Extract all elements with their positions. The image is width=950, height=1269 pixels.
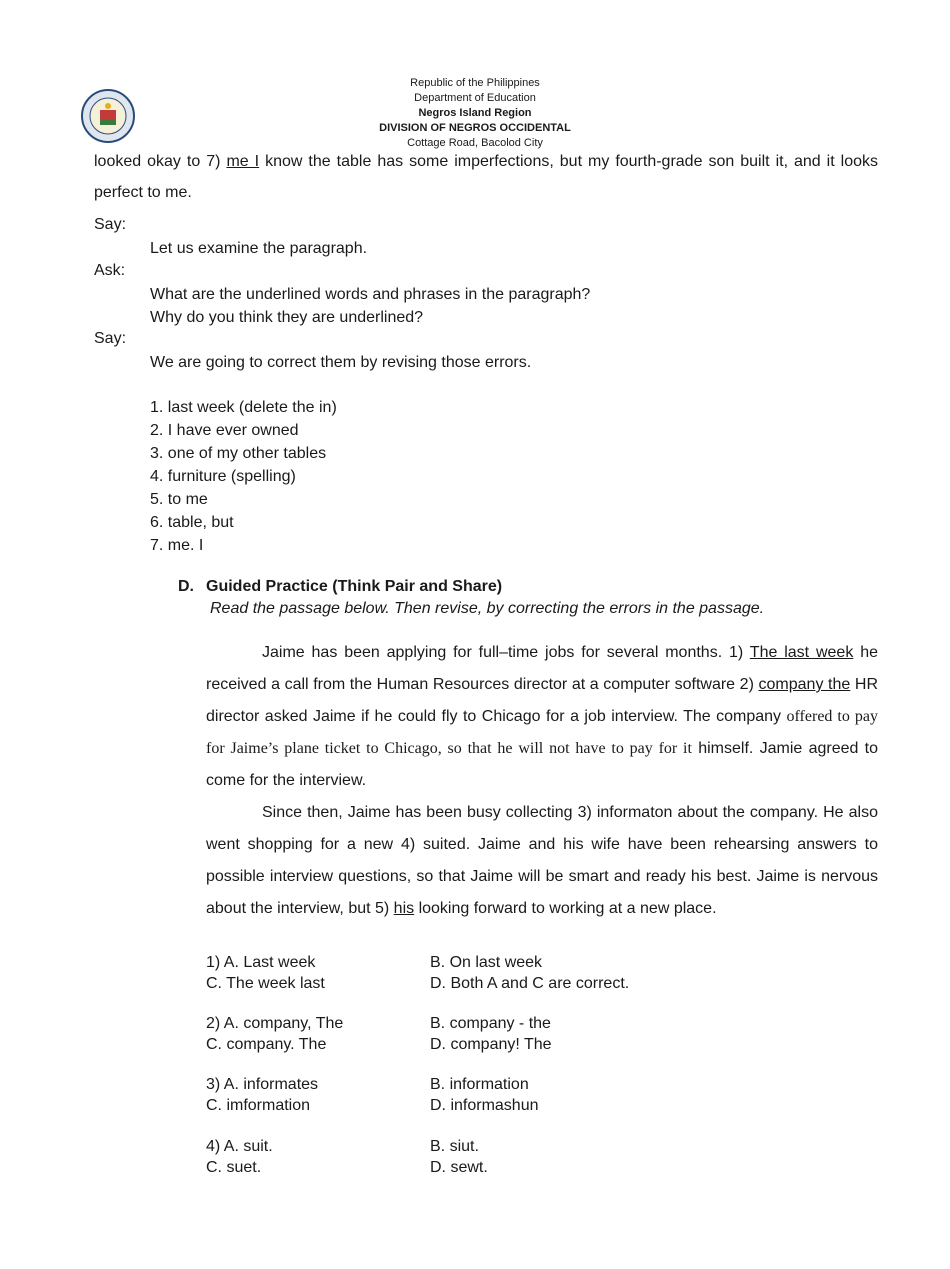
intro-text-pre: looked okay to 7) <box>94 153 227 170</box>
list-item: 2. I have ever owned <box>150 422 299 439</box>
list-item: 6. table, but <box>150 514 234 531</box>
section-letter: D. <box>178 578 194 595</box>
passage-text: Jaime has been applying for full–time jobs for several months. 1) <box>262 644 750 661</box>
passage-text-serif: offered to pay for Jaime’s plane ticket to Chicago, so that he will not have to pay for it <box>206 708 878 757</box>
section-heading <box>178 578 502 596</box>
intro-text-post: know the table has some imperfections, but my fourth-grade son built it, and it looks perfect to me. <box>94 153 879 201</box>
passage-paragraph-2 <box>206 797 878 925</box>
choice-b: B. company - the <box>430 1015 551 1032</box>
say-label-1: Say: <box>94 216 127 233</box>
list-item: 5. to me <box>150 491 208 508</box>
choice-c: C. The week last <box>206 975 325 992</box>
passage <box>206 637 878 925</box>
section-instruction: Read the passage below. Then revise, by correcting the errors in the passage. <box>210 600 765 617</box>
list-item: 1. last week (delete the in) <box>150 399 337 416</box>
header-address: Cottage Road, Bacolod City <box>407 137 543 149</box>
question-4-choices <box>206 1136 654 1178</box>
choice-b: B. siut. <box>430 1138 479 1155</box>
underlined-error-1: The last week <box>749 644 854 661</box>
ask-question-1: What are the underlined words and phrases in the paragraph? <box>150 286 591 303</box>
choice-b: B. On last week <box>430 954 543 971</box>
choice-d: D. Both A and C are correct. <box>430 975 630 992</box>
choice-d: D. company! The <box>430 1036 552 1053</box>
choice-a: 1) A. Last week <box>206 954 316 971</box>
choice-b: B. information <box>430 1076 529 1093</box>
section-title: Guided Practice (Think Pair and Share) <box>206 578 503 595</box>
underlined-error-2: company the <box>758 676 851 693</box>
header-division: DIVISION OF NEGROS OCCIDENTAL <box>379 122 571 134</box>
intro-paragraph <box>94 146 878 208</box>
choice-a: 4) A. suit. <box>206 1138 273 1155</box>
list-item: 3. one of my other tables <box>150 445 327 462</box>
choice-c: C. suet. <box>206 1159 262 1176</box>
choice-a: 2) A. company, The <box>206 1015 344 1032</box>
header-department: Department of Education <box>414 92 536 104</box>
header-region: Negros Island Region <box>418 107 532 119</box>
passage-paragraph-1 <box>206 637 878 797</box>
corrections-list <box>150 396 337 557</box>
header-republic: Republic of the Philippines <box>410 77 540 89</box>
choice-d: D. sewt. <box>430 1159 488 1176</box>
question-3-choices <box>206 1074 654 1116</box>
passage-text: himself. Jamie agreed to come for the interview. <box>206 740 879 789</box>
ask-label: Ask: <box>94 262 126 279</box>
say-text-1: Let us examine the paragraph. <box>150 240 368 257</box>
list-item: 7. me. I <box>150 537 204 554</box>
choice-c: C. imformation <box>206 1097 311 1114</box>
letterhead <box>0 76 950 151</box>
choice-a: 3) A. informates <box>206 1076 319 1093</box>
question-2-choices <box>206 1013 654 1055</box>
passage-text: HR director asked Jaime if he could fly to Chicago for a job interview. The company <box>206 676 879 725</box>
choice-d: D. informashun <box>430 1097 539 1114</box>
underlined-error-5: his <box>393 900 415 917</box>
passage-text: he received a call from the Human Resources director at a computer software 2) <box>206 644 878 693</box>
question-1-choices <box>206 952 654 994</box>
intro-underlined: me I <box>226 153 260 170</box>
ask-question-2: Why do you think they are underlined? <box>150 309 424 326</box>
passage-text: looking forward to working at a new place. <box>414 900 717 917</box>
choice-c: C. company. The <box>206 1036 327 1053</box>
say-text-2: We are going to correct them by revising those errors. <box>150 354 532 371</box>
say-label-2: Say: <box>94 330 127 347</box>
passage-text: Since then, Jaime has been busy collecting 3) informaton about the company. He also went shopping for a new 4) suited. Jaime and his wife have been rehearsing answers to possible interview questions, so that Jaime will be smart and ready his best. Jaime is nervous about the interview, but 5) <box>206 804 878 917</box>
list-item: 4. furniture (spelling) <box>150 468 296 485</box>
